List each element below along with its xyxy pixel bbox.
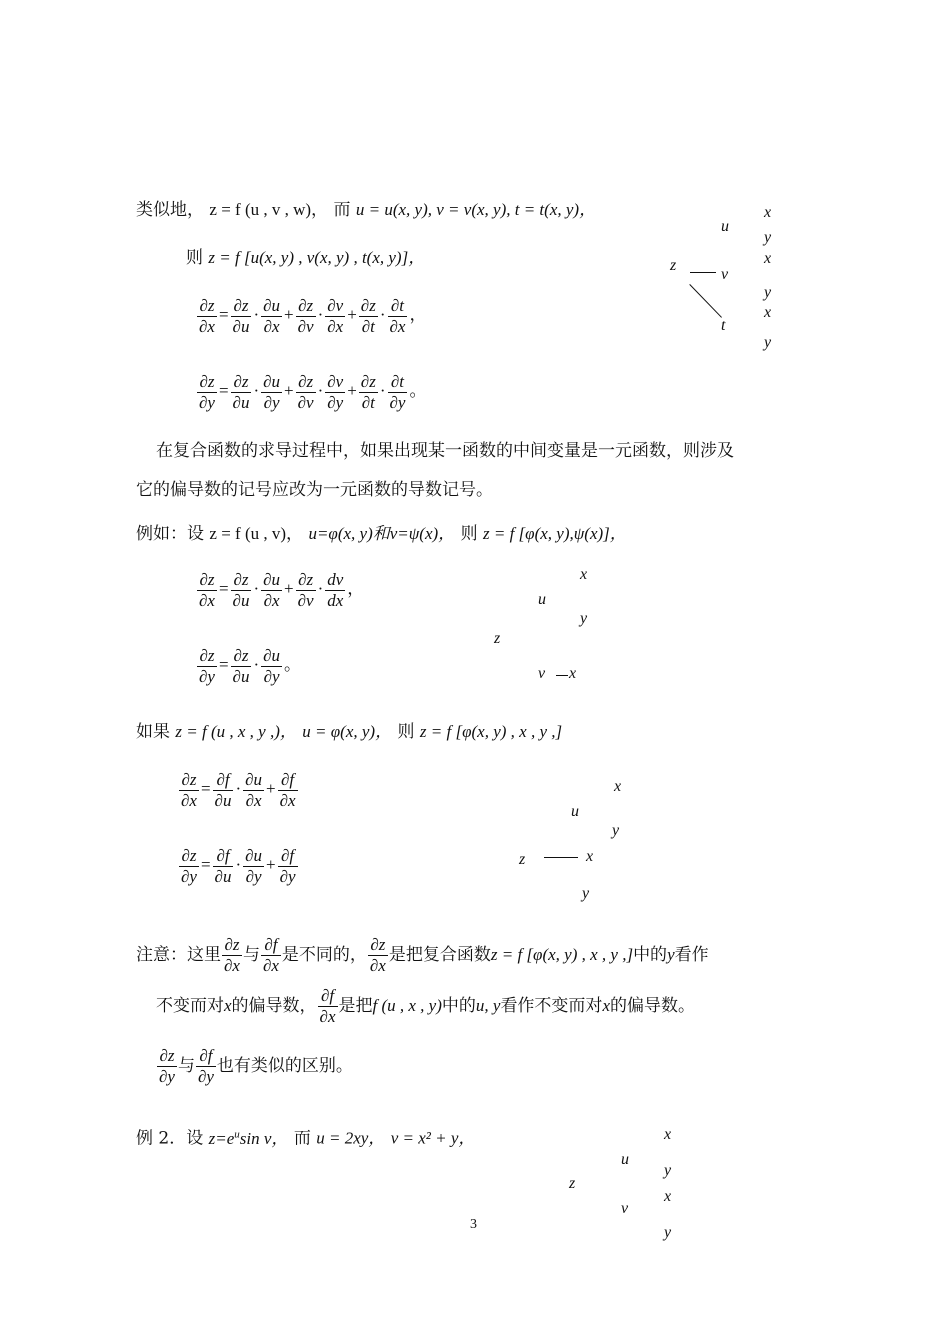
note-line-3: $\frac{\partial z}{\partial y}$ 与 $\frac{\partial f}{\partial y}$ 也有类似的区别。: [159, 1046, 353, 1086]
paragraph-line-2: 它的偏导数的记号应改为一元函数的导数记号。: [136, 480, 493, 500]
note-line-1: 注意：这里 $\frac{\partial z}{\partial x}$ 与 $\frac{\partial f}{\partial x}$ 是不同的， $\frac{\partial z}{\partial x}$ 是把复合函数z = f [φ(x, y) , x , y ,]中的y看作: [136, 935, 709, 975]
example-1-line: 例如：设 z = f (u , v)， u=φ(x, y)和v=ψ(x)， 则 z = f [φ(x, y),ψ(x)]，: [136, 524, 627, 544]
page-number: 3: [470, 1217, 477, 1232]
line-then: 则 z = f [u(x, y) , v(x, y) , t(x, y)]，: [186, 248, 426, 268]
note-line-2: 不变而对x的偏导数， $\frac{\partial f}{\partial x}$ 是把f (u , x , y)中的u, y看作不变而对x的偏导数。: [156, 986, 695, 1026]
formula-ex1-dzdy: $\frac{\partial z}{\partial y}$ = $\frac{\partial z}{\partial u}$ · $\frac{\partial u}{\partial y}$ 。: [199, 646, 302, 686]
formula-ex1-dzdx: $\frac{\partial z}{\partial x}$ = $\frac{\partial z}{\partial u}$ · $\frac{\partial u}{\partial x}$ + $\frac{\partial z}{\partial v}$ · $\frac{dv}{dx}$ ，: [199, 570, 365, 610]
example-2-line: 如果 z = f (u , x , y ,)， u = φ(x, y)， 则 z = f [φ(x, y) , x , y ,]: [136, 722, 563, 742]
formula-ex2-dzdx: $\frac{\partial z}{\partial x}$ = $\frac{\partial f}{\partial u}$ · $\frac{\partial u}{\partial x}$ + $\frac{\partial f}{\partial x}$: [181, 770, 296, 810]
paragraph-line-1: 在复合函数的求导过程中，如果出现某一函数的中间变量是一元函数，则涉及: [156, 441, 734, 461]
example-numbered-2: 例 2．设 $z=e^u\sin$ v， 而 u = 2xy， v = x² + y，: [136, 1128, 476, 1149]
formula-ex2-dzdy: $\frac{\partial z}{\partial y}$ = $\frac{\partial f}{\partial u}$ · $\frac{\partial u}{\partial y}$ + $\frac{\partial f}{\partial y}$: [181, 846, 296, 886]
line-similarly: 类似地， z = f (u , v , w)， 而 u = u(x, y), v = v(x, y), t = t(x, y)，: [136, 200, 597, 220]
formula-dzdy-three: $\frac{\partial z}{\partial y}$ = $\frac{\partial z}{\partial u}$ · $\frac{\partial u}{\partial y}$ + $\frac{\partial z}{\partial v}$ · $\frac{\partial v}{\partial y}$ + $\frac{\partial z}{\partial t}$ · $\frac{\partial t}{\partial y}$ 。: [199, 372, 427, 412]
formula-dzdx-three: $\frac{\partial z}{\partial x}$ = $\frac{\partial z}{\partial u}$ · $\frac{\partial u}{\partial x}$ + $\frac{\partial z}{\partial v}$ · $\frac{\partial v}{\partial x}$ + $\frac{\partial z}{\partial t}$ · $\frac{\partial t}{\partial x}$ ，: [199, 296, 427, 336]
